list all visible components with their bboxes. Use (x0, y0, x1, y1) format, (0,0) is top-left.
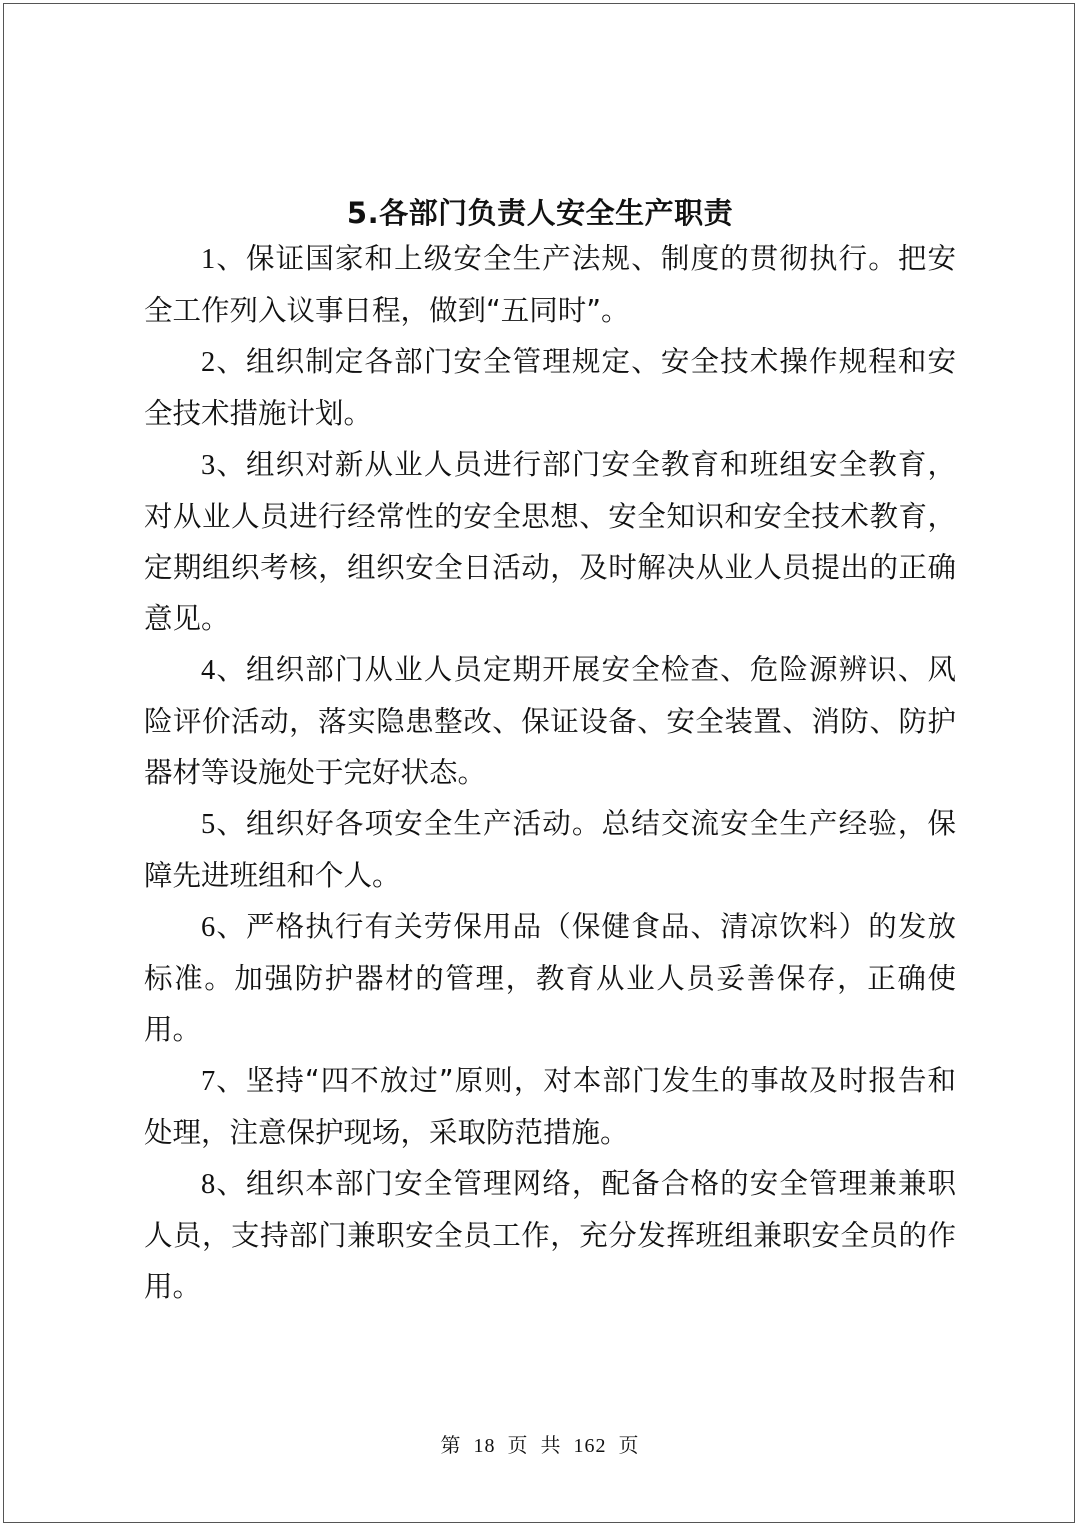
paragraph-text: 、组织好各项安全生产活动。总结交流安全生产经验，保障先进班组和个人。 (144, 807, 956, 892)
paragraph-number: 5 (201, 809, 216, 840)
paragraph-6 (144, 901, 956, 1055)
paragraph-3 (144, 439, 956, 644)
paragraph-text: 、坚持“四不放过”原则，对本部门发生的事故及时报告和处理，注意保护现场，采取防范措施。 (144, 1064, 956, 1149)
paragraph-text: 、严格执行有关劳保用品（保健食品、清凉饮料）的发放标准。加强防护器材的管理，教育从业人员妥善保存，正确使用。 (144, 910, 956, 1046)
paragraph-8 (144, 1158, 956, 1312)
paragraph-text: 、组织本部门安全管理网络，配备合格的安全管理兼兼职人员，支持部门兼职安全员工作，充分发挥班组兼职安全员的作用。 (144, 1167, 956, 1303)
paragraph-text: 、组织制定各部门安全管理规定、安全技术操作规程和安全技术措施计划。 (144, 345, 956, 430)
paragraph-text: 、保证国家和上级安全生产法规、制度的贯彻执行。把安全工作列入议事日程，做到“五同时”。 (144, 242, 956, 327)
paragraph-number: 1 (201, 244, 216, 275)
paragraph-5 (144, 798, 956, 901)
paragraph-number: 2 (201, 347, 216, 378)
paragraph-number: 3 (201, 450, 216, 481)
page-number-footer: 第 18 页 共 162 页 (440, 1435, 640, 1457)
paragraph-1 (144, 233, 956, 336)
document-body (144, 233, 956, 1312)
paragraph-number: 6 (201, 912, 216, 943)
paragraph-text: 、组织对新从业人员进行部门安全教育和班组安全教育，对从业人员进行经常性的安全思想、安全知识和安全技术教育，定期组织考核，组织安全日活动，及时解决从业人员提出的正确意见。 (144, 448, 956, 635)
paragraph-2 (144, 336, 956, 439)
paragraph-number: 4 (201, 655, 216, 686)
paragraph-text: 、组织部门从业人员定期开展安全检查、危险源辨识、风险评价活动，落实隐患整改、保证设备、安全装置、消防、防护器材等设施处于完好状态。 (144, 653, 956, 789)
paragraph-7 (144, 1055, 956, 1158)
paragraph-number: 8 (201, 1169, 216, 1200)
page-title: 5.各部门负责人安全生产职责 (346, 196, 734, 231)
paragraph-number: 7 (201, 1066, 216, 1097)
paragraph-4 (144, 644, 956, 798)
